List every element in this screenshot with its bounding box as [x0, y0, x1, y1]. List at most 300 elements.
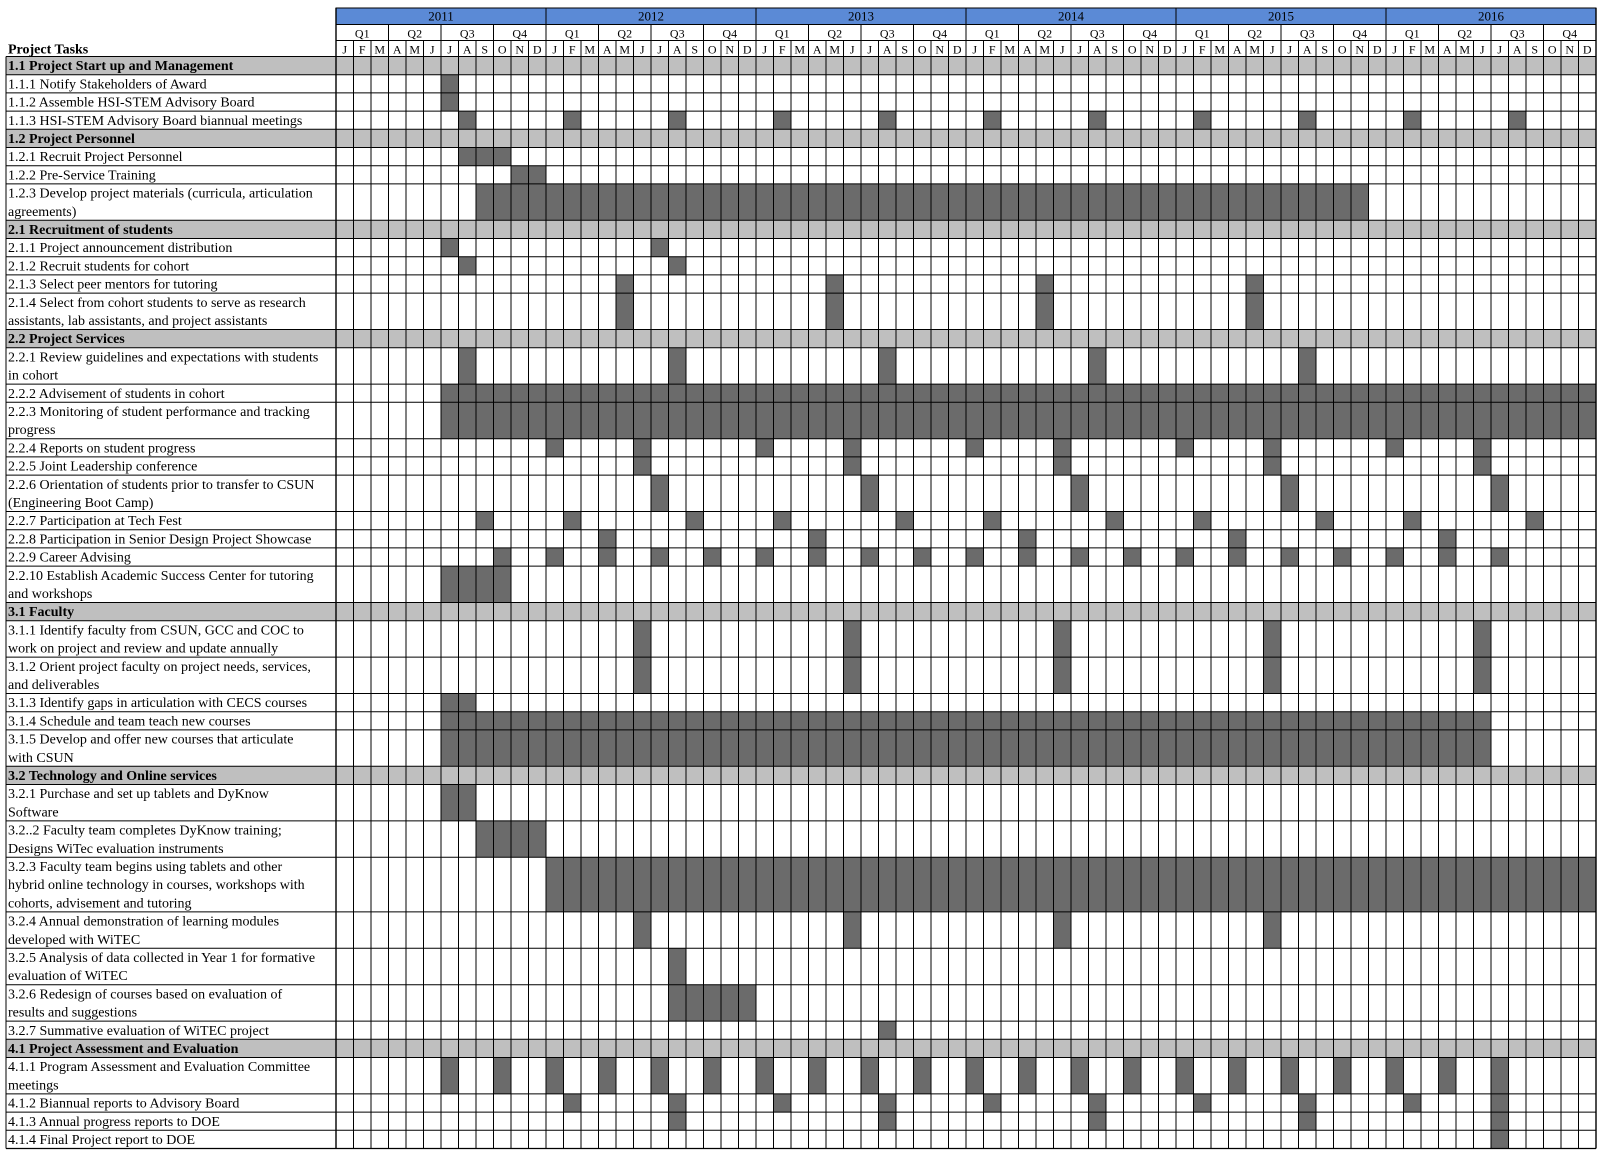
- activity-bar: [1054, 457, 1072, 475]
- section-band: [6, 1039, 1596, 1057]
- activity-bar: [1089, 111, 1107, 129]
- activity-bar: [476, 512, 494, 530]
- quarter-label: Q4: [1352, 26, 1368, 41]
- month-label: F: [778, 42, 786, 57]
- activity-bar: [1176, 548, 1194, 566]
- quarter-label: Q4: [1142, 26, 1158, 41]
- activity-bar: [704, 1058, 722, 1094]
- activity-bar: [861, 1058, 879, 1094]
- task-label: assistants, lab assistants, and project assistants: [8, 314, 268, 329]
- activity-bar: [1089, 1112, 1107, 1130]
- month-label: J: [1077, 42, 1083, 57]
- activity-bar: [809, 1058, 827, 1094]
- activity-bar: [669, 348, 687, 384]
- activity-bar: [1334, 548, 1352, 566]
- task-label: meetings: [8, 1078, 59, 1094]
- month-label: J: [1392, 42, 1398, 57]
- month-label: M: [1249, 42, 1261, 57]
- month-label: J: [342, 42, 348, 57]
- activity-bar: [634, 457, 652, 475]
- activity-bar: [1019, 530, 1037, 548]
- month-label: S: [481, 42, 489, 57]
- activity-bar: [966, 439, 984, 457]
- month-label: F: [1198, 42, 1206, 57]
- quarter-label: Q1: [1194, 26, 1210, 41]
- activity-bar: [1281, 1058, 1299, 1094]
- task-label: 3.1.1 Identify faculty from CSUN, GCC and COC to: [8, 623, 304, 639]
- activity-bar: [494, 1058, 512, 1094]
- month-label: A: [1302, 42, 1312, 57]
- activity-bar: [1264, 457, 1282, 475]
- month-label: A: [1442, 42, 1452, 57]
- activity-bar: [599, 548, 617, 566]
- month-label: J: [1182, 42, 1188, 57]
- month-label: A: [812, 42, 822, 57]
- month-label: A: [392, 42, 402, 57]
- quarter-label: Q2: [1457, 26, 1473, 41]
- task-label: agreements): [8, 204, 77, 220]
- quarter-label: Q3: [879, 26, 895, 41]
- month-label: M: [374, 42, 386, 57]
- activity-bar: [1404, 512, 1422, 530]
- year-label: 2013: [848, 8, 874, 24]
- activity-bar: [634, 439, 652, 457]
- activity-bar: [669, 257, 687, 275]
- activity-bar: [616, 293, 634, 329]
- quarter-label: Q2: [1247, 26, 1263, 41]
- quarter-label: Q4: [932, 26, 948, 41]
- activity-bar: [774, 1094, 792, 1112]
- quarter-label: Q3: [1299, 26, 1315, 41]
- task-label: 1.2.2 Pre-Service Training: [8, 168, 156, 184]
- task-label: developed with WiTEC: [8, 932, 141, 948]
- activity-bar: [441, 1058, 459, 1094]
- activity-bar: [1071, 475, 1089, 511]
- activity-bar: [914, 548, 932, 566]
- task-label: 4.1.1 Program Assessment and Evaluation Committee: [8, 1060, 311, 1076]
- activity-bar: [1071, 548, 1089, 566]
- activity-bar: [634, 657, 652, 693]
- activity-bar: [704, 548, 722, 566]
- section-band: [6, 330, 1596, 348]
- activity-bar: [879, 1021, 897, 1039]
- month-label: J: [849, 42, 855, 57]
- quarter-label: Q2: [617, 26, 633, 41]
- month-label: O: [497, 42, 507, 57]
- task-label: 3.2.5 Analysis of data collected in Year 1 for formative: [8, 951, 316, 966]
- task-label: 2.2.8 Participation in Senior Design Project Showcase: [8, 532, 312, 548]
- activity-bar: [861, 475, 879, 511]
- activity-bar: [1509, 111, 1527, 129]
- task-label: 2.2.3 Monitoring of student performance and tracking: [8, 405, 310, 420]
- activity-bar: [634, 912, 652, 948]
- activity-bar: [476, 184, 1369, 220]
- activity-bar: [494, 548, 512, 566]
- activity-bar: [774, 111, 792, 129]
- task-label: 2.2.7 Participation at Tech Fest: [8, 514, 182, 530]
- activity-bar: [1491, 475, 1509, 511]
- activity-bar: [1281, 475, 1299, 511]
- activity-bar: [669, 1094, 687, 1112]
- activity-bar: [616, 275, 634, 293]
- activity-bar: [826, 293, 844, 329]
- task-label: (Engineering Boot Camp): [8, 496, 154, 511]
- activity-bar: [1246, 293, 1264, 329]
- section-label: 2.1 Recruitment of students: [8, 223, 173, 238]
- activity-bar: [634, 621, 652, 657]
- task-label: and deliverables: [8, 678, 100, 693]
- month-label: N: [1145, 42, 1155, 57]
- month-label: J: [1059, 42, 1065, 57]
- activity-bar: [686, 512, 704, 530]
- month-label: J: [867, 42, 873, 57]
- activity-bar: [1404, 1094, 1422, 1112]
- activity-bar: [1176, 439, 1194, 457]
- task-label: 3.2.6 Redesign of courses based on evaluation of: [8, 987, 283, 1003]
- activity-bar: [1229, 548, 1247, 566]
- activity-bar: [441, 239, 459, 257]
- activity-bar: [1404, 111, 1422, 129]
- task-label: 3.2.4 Annual demonstration of learning modules: [8, 914, 280, 930]
- activity-bar: [896, 512, 914, 530]
- task-label: 2.1.4 Select from cohort students to serve as research: [8, 295, 306, 311]
- activity-bar: [756, 439, 774, 457]
- activity-bar: [1299, 111, 1317, 129]
- activity-bar: [669, 948, 687, 984]
- quarter-label: Q2: [827, 26, 843, 41]
- activity-bar: [809, 548, 827, 566]
- task-label: 2.2.4 Reports on student progress: [8, 441, 196, 457]
- activity-bar: [879, 1112, 897, 1130]
- month-label: M: [1214, 42, 1226, 57]
- section-band: [6, 129, 1596, 147]
- year-label: 2014: [1058, 8, 1084, 24]
- activity-bar: [1439, 548, 1457, 566]
- activity-bar: [1299, 1112, 1317, 1130]
- activity-bar: [1176, 1058, 1194, 1094]
- month-label: N: [725, 42, 735, 57]
- task-label: 2.2.1 Review guidelines and expectations with students: [8, 350, 319, 366]
- year-label: 2012: [638, 8, 664, 24]
- activity-bar: [1491, 1112, 1509, 1130]
- activity-bar: [1194, 512, 1212, 530]
- month-label: M: [829, 42, 841, 57]
- task-label: 2.1.3 Select peer mentors for tutoring: [8, 277, 218, 293]
- quarter-label: Q3: [669, 26, 685, 41]
- activity-bar: [1089, 1094, 1107, 1112]
- activity-bar: [809, 530, 827, 548]
- month-label: J: [1479, 42, 1485, 57]
- quarter-label: Q3: [459, 26, 475, 41]
- activity-bar: [966, 1058, 984, 1094]
- month-label: A: [1092, 42, 1102, 57]
- activity-bar: [1474, 621, 1492, 657]
- month-label: O: [1337, 42, 1347, 57]
- month-label: J: [1269, 42, 1275, 57]
- month-label: D: [952, 42, 962, 57]
- task-label: 2.2.10 Establish Academic Success Center for tutoring: [8, 568, 314, 584]
- section-band: [6, 220, 1596, 238]
- activity-bar: [844, 439, 862, 457]
- activity-bar: [1106, 512, 1124, 530]
- activity-bar: [564, 512, 582, 530]
- quarter-label: Q2: [1037, 26, 1053, 41]
- section-label: 2.2 Project Services: [8, 332, 125, 348]
- activity-bar: [651, 239, 669, 257]
- activity-bar: [984, 111, 1002, 129]
- year-label: 2011: [428, 8, 454, 24]
- month-label: M: [619, 42, 631, 57]
- activity-bar: [1054, 439, 1072, 457]
- section-label: 1.1 Project Start up and Management: [8, 59, 234, 75]
- activity-bar: [546, 548, 564, 566]
- activity-bar: [651, 1058, 669, 1094]
- task-label: work on project and review and update annually: [8, 641, 279, 657]
- activity-bar: [1264, 621, 1282, 657]
- section-band: [6, 57, 1596, 75]
- activity-bar: [669, 1112, 687, 1130]
- month-label: M: [1039, 42, 1051, 57]
- activity-bar: [879, 111, 897, 129]
- activity-bar: [441, 75, 459, 93]
- activity-bar: [1071, 1058, 1089, 1094]
- activity-bar: [1229, 1058, 1247, 1094]
- activity-bar: [651, 475, 669, 511]
- activity-bar: [459, 148, 512, 166]
- activity-bar: [459, 348, 477, 384]
- task-label: 3.1.4 Schedule and team teach new courses: [8, 714, 251, 730]
- activity-bar: [1299, 348, 1317, 384]
- month-label: N: [515, 42, 525, 57]
- month-label: O: [1127, 42, 1137, 57]
- activity-bar: [1264, 912, 1282, 948]
- activity-bar: [879, 1094, 897, 1112]
- task-label: Software: [8, 805, 59, 821]
- section-label: 3.1 Faculty: [8, 605, 75, 621]
- quarter-label: Q2: [407, 26, 423, 41]
- task-label: evaluation of WiTEC: [8, 969, 128, 985]
- section-band: [6, 766, 1596, 784]
- month-label: J: [447, 42, 453, 57]
- section-label: 4.1 Project Assessment and Evaluation: [8, 1042, 239, 1057]
- activity-bar: [599, 530, 617, 548]
- month-label: F: [358, 42, 366, 57]
- activity-bar: [669, 111, 687, 129]
- task-label: 4.1.2 Biannual reports to Advisory Board: [8, 1096, 240, 1112]
- activity-bar: [844, 621, 862, 657]
- activity-bar: [914, 1058, 932, 1094]
- activity-bar: [966, 548, 984, 566]
- activity-bar: [546, 1058, 564, 1094]
- activity-bar: [756, 1058, 774, 1094]
- task-label: 1.1.1 Notify Stakeholders of Award: [8, 77, 207, 93]
- task-label: results and suggestions: [8, 1005, 138, 1021]
- activity-bar: [984, 512, 1002, 530]
- activity-bar: [844, 912, 862, 948]
- activity-bar: [756, 548, 774, 566]
- quarter-label: Q4: [1562, 26, 1578, 41]
- task-label: 3.1.5 Develop and offer new courses that articulate: [8, 732, 294, 748]
- activity-bar: [774, 512, 792, 530]
- activity-bar: [1281, 548, 1299, 566]
- activity-bar: [1491, 1130, 1509, 1148]
- month-label: S: [1531, 42, 1539, 57]
- month-label: D: [1582, 42, 1592, 57]
- activity-bar: [1491, 1058, 1509, 1094]
- activity-bar: [1246, 275, 1264, 293]
- task-label: and workshops: [8, 587, 93, 602]
- task-label: 2.2.9 Career Advising: [8, 550, 131, 566]
- quarter-label: Q1: [984, 26, 1000, 41]
- activity-bar: [1054, 621, 1072, 657]
- month-label: O: [1547, 42, 1557, 57]
- section-label: 1.2 Project Personnel: [8, 132, 135, 147]
- activity-bar: [826, 275, 844, 293]
- activity-bar: [1334, 1058, 1352, 1094]
- activity-bar: [1264, 439, 1282, 457]
- month-label: J: [657, 42, 663, 57]
- month-label: J: [552, 42, 558, 57]
- activity-bar: [1054, 657, 1072, 693]
- month-label: M: [1459, 42, 1471, 57]
- activity-bar: [1124, 1058, 1142, 1094]
- task-label: 1.1.2 Assemble HSI-STEM Advisory Board: [8, 95, 255, 111]
- task-label: 2.2.2 Advisement of students in cohort: [8, 386, 225, 402]
- activity-bar: [1439, 530, 1457, 548]
- month-label: F: [1408, 42, 1416, 57]
- month-label: D: [1162, 42, 1172, 57]
- month-label: M: [1424, 42, 1436, 57]
- activity-bar: [1124, 548, 1142, 566]
- activity-bar: [1474, 457, 1492, 475]
- activity-bar: [564, 1094, 582, 1112]
- activity-bar: [546, 439, 564, 457]
- month-label: S: [691, 42, 699, 57]
- activity-bar: [1054, 912, 1072, 948]
- activity-bar: [1526, 512, 1544, 530]
- month-label: A: [1512, 42, 1522, 57]
- activity-bar: [1386, 548, 1404, 566]
- activity-bar: [1491, 1094, 1509, 1112]
- task-label: cohorts, advisement and tutoring: [8, 896, 192, 912]
- year-label: 2016: [1478, 8, 1504, 24]
- month-label: F: [988, 42, 996, 57]
- month-label: N: [1565, 42, 1575, 57]
- month-label: J: [762, 42, 768, 57]
- quarter-label: Q1: [564, 26, 580, 41]
- task-label: 3.1.2 Orient project faculty on project needs, services,: [8, 659, 311, 675]
- activity-bar: [1194, 1094, 1212, 1112]
- task-label: 3.2..2 Faculty team completes DyKnow training;: [8, 823, 282, 839]
- activity-bar: [844, 657, 862, 693]
- month-label: J: [972, 42, 978, 57]
- task-label: 1.1.3 HSI-STEM Advisory Board biannual meetings: [8, 113, 303, 129]
- activity-bar: [984, 1094, 1002, 1112]
- activity-bar: [651, 548, 669, 566]
- month-label: O: [707, 42, 717, 57]
- task-label: 3.2.7 Summative evaluation of WiTEC project: [8, 1023, 269, 1039]
- task-label: progress: [8, 423, 56, 439]
- activity-bar: [1036, 293, 1054, 329]
- month-label: A: [462, 42, 472, 57]
- activity-bar: [599, 1058, 617, 1094]
- month-label: M: [584, 42, 596, 57]
- month-label: J: [639, 42, 645, 57]
- activity-bar: [459, 111, 477, 129]
- activity-bar: [1299, 1094, 1317, 1112]
- month-label: D: [532, 42, 542, 57]
- task-label: 3.2.3 Faculty team begins using tablets and other: [8, 860, 283, 875]
- activity-bar: [1316, 512, 1334, 530]
- month-label: M: [794, 42, 806, 57]
- month-label: A: [1232, 42, 1242, 57]
- task-label: 2.1.1 Project announcement distribution: [8, 241, 233, 257]
- activity-bar: [1386, 1058, 1404, 1094]
- activity-bar: [1491, 548, 1509, 566]
- month-label: J: [1287, 42, 1293, 57]
- month-label: S: [1111, 42, 1119, 57]
- task-label: 2.2.6 Orientation of students prior to transfer to CSUN: [8, 477, 315, 493]
- month-label: A: [882, 42, 892, 57]
- activity-bar: [1386, 439, 1404, 457]
- month-label: S: [1321, 42, 1329, 57]
- task-label: Designs WiTec evaluation instruments: [8, 841, 224, 857]
- activity-bar: [844, 457, 862, 475]
- activity-bar: [1264, 657, 1282, 693]
- month-label: S: [901, 42, 909, 57]
- activity-bar: [459, 257, 477, 275]
- month-label: N: [935, 42, 945, 57]
- activity-bar: [1089, 348, 1107, 384]
- month-label: F: [568, 42, 576, 57]
- quarter-label: Q1: [774, 26, 790, 41]
- year-label: 2015: [1268, 8, 1294, 24]
- month-label: O: [917, 42, 927, 57]
- activity-bar: [1019, 548, 1037, 566]
- activity-bar: [1194, 111, 1212, 129]
- month-label: M: [1004, 42, 1016, 57]
- quarter-label: Q4: [512, 26, 528, 41]
- month-label: M: [409, 42, 421, 57]
- section-label: 3.2 Technology and Online services: [8, 769, 217, 784]
- task-label: 2.1.2 Recruit students for cohort: [8, 259, 190, 275]
- section-band: [6, 603, 1596, 621]
- month-label: D: [742, 42, 752, 57]
- activity-bar: [1229, 530, 1247, 548]
- quarter-label: Q4: [722, 26, 738, 41]
- quarter-label: Q1: [1404, 26, 1420, 41]
- month-label: J: [1497, 42, 1503, 57]
- task-label: with CSUN: [8, 750, 74, 766]
- month-label: D: [1372, 42, 1382, 57]
- activity-bar: [1474, 657, 1492, 693]
- month-label: A: [602, 42, 612, 57]
- quarter-label: Q3: [1089, 26, 1105, 41]
- month-label: J: [429, 42, 435, 57]
- activity-bar: [441, 93, 459, 111]
- activity-bar: [1439, 1058, 1457, 1094]
- month-label: A: [1022, 42, 1032, 57]
- task-label: 1.2.1 Recruit Project Personnel: [8, 150, 183, 166]
- month-label: N: [1355, 42, 1365, 57]
- activity-bar: [669, 985, 757, 1021]
- activity-bar: [1474, 439, 1492, 457]
- activity-bar: [564, 111, 582, 129]
- task-label: 3.1.3 Identify gaps in articulation with CECS courses: [8, 696, 308, 712]
- task-label: 3.2.1 Purchase and set up tablets and DyKnow: [8, 787, 269, 803]
- quarter-label: Q3: [1509, 26, 1525, 41]
- task-label: 4.1.3 Annual progress reports to DOE: [8, 1114, 220, 1130]
